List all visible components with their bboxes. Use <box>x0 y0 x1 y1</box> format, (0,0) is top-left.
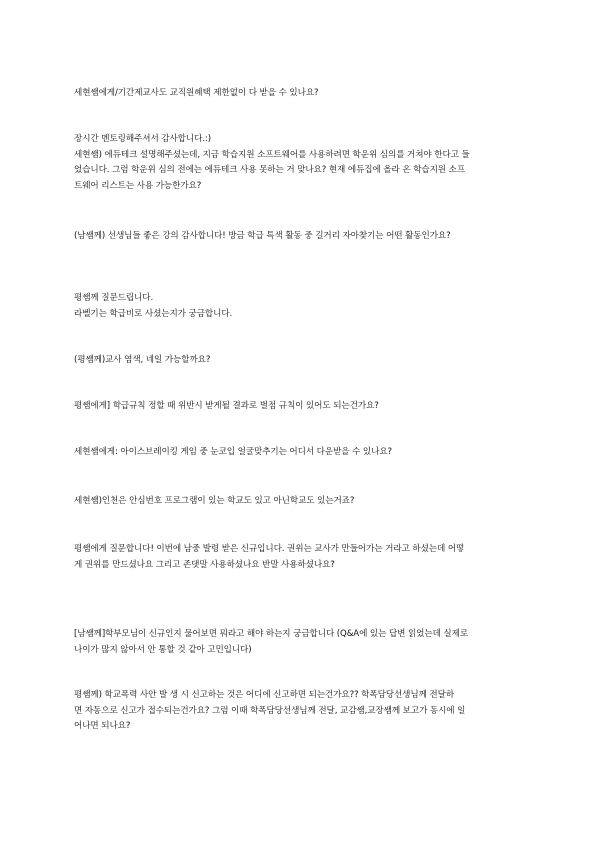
question-line: 평쌤께) 학교폭력 사안 발 생 시 신고하는 것은 어디에 신고하면 되는건가요?? 학폭담당선생님께 전달하 <box>74 690 455 700</box>
question-line: 세현쌤)인천은 안심번호 프로그램이 있는 학교도 있고 아닌학교도 있는거죠? <box>74 496 355 506</box>
question-block-2 <box>74 132 526 194</box>
question-line: (남쌤께) 선생님들 좋은 강의 감사합니다! 방금 학급 특색 활동 중 길거리 자아찾기는 어떤 활동인가요? <box>74 231 451 241</box>
question-block-11 <box>74 688 526 735</box>
question-line: 면 자동으로 신고가 접수되는건가요? 그럼 이때 학폭담당선생님께 전달, 교감쌤,교장쌤께 보고가 동시에 일 <box>74 705 466 716</box>
question-block-1 <box>74 86 526 102</box>
question-block-9 <box>74 542 526 573</box>
question-line: 세현쌤에게: 아이스브레이킹 게임 중 눈코입 얼굴맞추기는 어디서 다운받을 수 있나요? <box>74 447 392 457</box>
question-line: 게 권위를 만드셨나요 그리고 존댓말 사용하셨나요 반말 사용하셨나요? <box>74 559 335 570</box>
question-line: 어나면 되나요? <box>74 721 131 731</box>
question-line: 장시간 멘토링해주셔서 감사합니다.:) <box>74 134 211 144</box>
question-block-3 <box>74 229 526 245</box>
question-line: (평쌤께)교사 염색, 네일 가능할까요? <box>74 355 211 365</box>
question-block-5 <box>74 353 526 369</box>
question-block-6 <box>74 399 526 415</box>
question-block-8 <box>74 494 526 510</box>
question-line: 었습니다. 그럼 학운위 심의 전에는 에듀테크 사용 못하는 거 맞나요? 현재 에듀집에 올라 온 학습지원 소프 <box>74 165 466 175</box>
question-line: 평쌤께 질문드립니다. <box>74 293 154 303</box>
question-line: 트웨어 리스트는 사용 가능한가요? <box>74 180 202 191</box>
question-block-7 <box>74 445 526 461</box>
question-line: [남쌤께]학부모님이 신규인지 물어보면 뭐라고 해야 하는지 궁금합니다 (Q&A에 있는 답변 읽었는데 실제로 <box>74 629 469 639</box>
question-line: 평쌤에게 질문합니다! 이번에 남중 발령 받은 신규입니다. 권위는 교사가 만들어가는 거라고 하셨는데 어떻 <box>74 544 465 554</box>
question-block-10 <box>74 627 526 658</box>
question-line: 세현쌤에게/기간제교사도 교직원혜택 제한없이 다 받을 수 있나요? <box>74 88 319 98</box>
question-block-4 <box>74 291 526 322</box>
question-line: 평쌤에게] 학급규칙 정할 때 위반시 받게될 결과로 벌점 규칙이 있어도 되는건가요? <box>74 401 379 411</box>
question-line: 라벨기는 학급비로 사셨는지가 궁금합니다. <box>74 308 233 319</box>
question-line: 나이가 많지 않아서 안 통할 것 같아 고민입니다) <box>74 644 252 655</box>
question-line: 세현쌤) 에듀테크 설명해주셨는데, 지금 학습지원 소프트웨어를 사용하려면 학운위 심의를 거쳐야 한다고 들 <box>74 149 470 160</box>
